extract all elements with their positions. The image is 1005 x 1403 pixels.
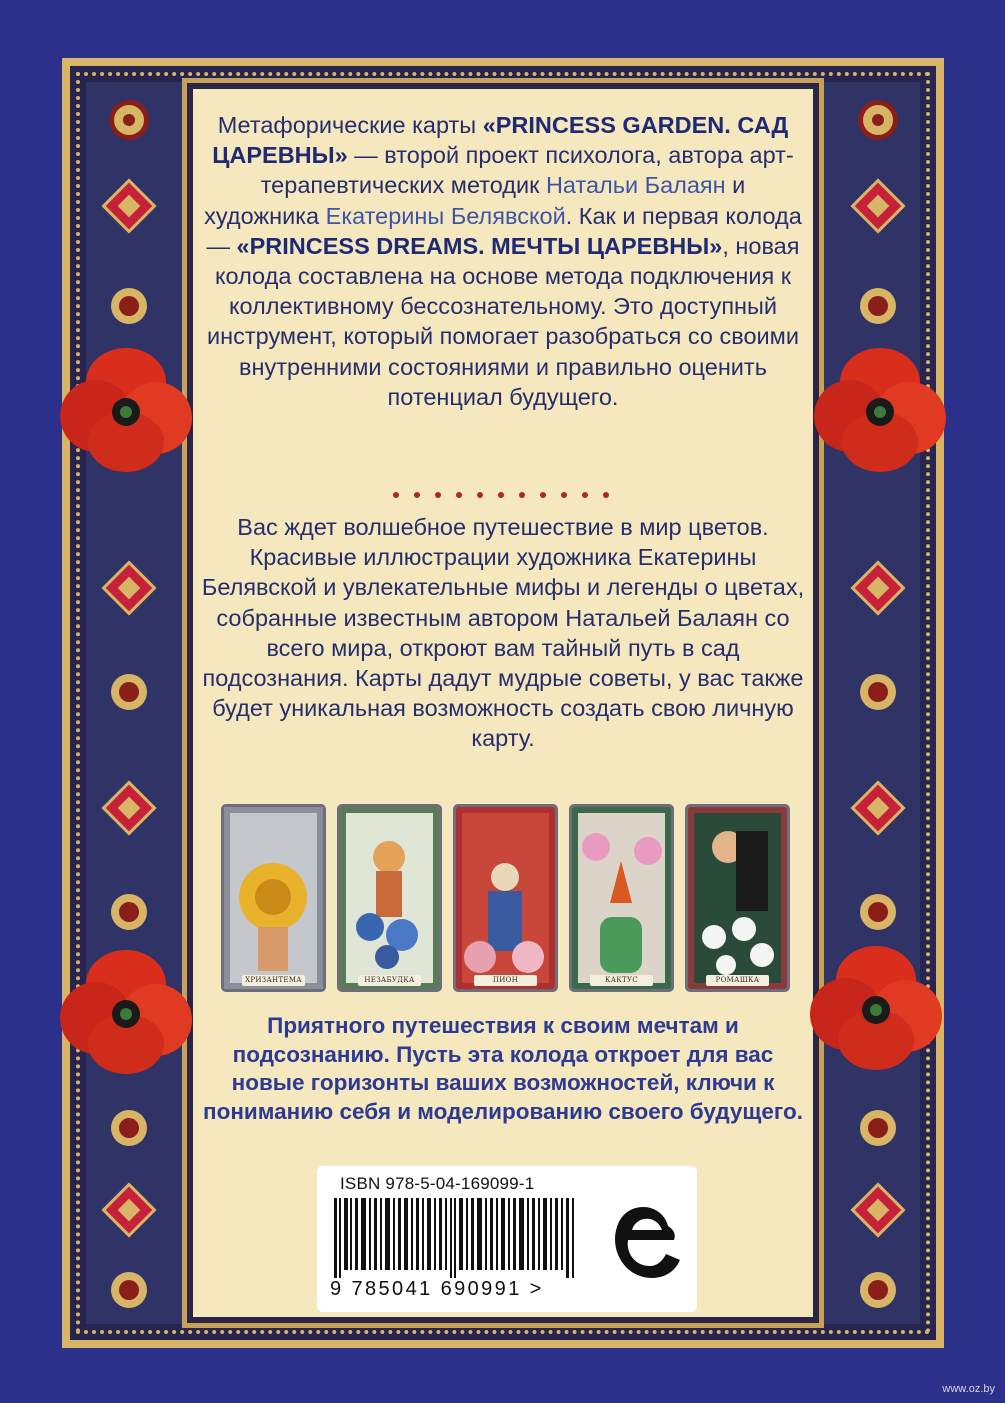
deck-title-garden: «PRINCESS GARDEN. САД ЦАРЕВНЫ» [212,112,789,169]
deck-title-dreams: «PRINCESS DREAMS. МЕЧТЫ ЦАРЕВНЫ» [236,232,723,259]
folk-ornament-icon [850,560,906,616]
folk-ornament-icon [850,92,906,148]
folk-ornament-icon [850,1262,906,1318]
card-cactus [569,804,674,992]
folk-ornament-icon [101,278,157,334]
intro-text-mid: — второй проект психолога, автора арт-терапевтических методик [260,142,794,199]
closing-paragraph: Приятного путешествия к своим мечтам и подсознанию. Пусть эта колода откроет для вас новые горизонты ваших возможностей, ключи к пониманию себя и моделированию своего будущего. [202,1013,803,1124]
folk-ornament-icon [101,560,157,616]
card-label: ПИОН [492,976,519,984]
card-label: РОМАШКА [715,976,760,984]
barcode [334,1198,579,1278]
poppy-flower-icon [56,944,196,1084]
folk-ornament-icon [850,1182,906,1238]
dotted-divider [390,489,620,501]
folk-ornament-icon [850,780,906,836]
card-label: НЕЗАБУДКА [364,976,415,984]
card-previews [221,804,791,994]
intro-text-mid2: . Как и первая колода — [206,202,802,259]
folk-ornament-icon [101,1100,157,1156]
folk-ornament-icon [101,92,157,148]
folk-ornament-icon [101,780,157,836]
intro-text-and: и художника [204,172,746,229]
card-label: ХРИЗАНТЕМА [245,976,302,984]
folk-ornament-icon [850,278,906,334]
card-peony [453,804,558,992]
poppy-flower-icon [810,342,950,482]
card-forget-me-not [337,804,442,992]
card-chamomile [685,804,790,992]
isbn-label: ISBN 978-5-04-169099-1 [340,1174,535,1193]
folk-ornament-icon [101,884,157,940]
watermark: www.oz.by [942,1383,995,1395]
author-name: Натальи Балаян [545,172,726,199]
folk-ornament-icon [101,1262,157,1318]
intro-paragraph [200,110,806,412]
poppy-flower-icon [56,342,196,482]
intro-text-start: Метафорические карты [217,112,483,138]
barcode-digits: 9 785041 690991 > [330,1278,544,1300]
intro-text-end: , новая колода составлена на основе метода подключения к коллективному бессознательному. Это доступный инструмент, который помогает разобраться со своими внутренними состояниями и правильно оценить потенциал будущего. [207,232,800,410]
folk-ornament-icon [850,884,906,940]
poppy-flower-icon [806,940,946,1080]
folk-ornament-icon [101,1182,157,1238]
folk-ornament-icon [101,178,157,234]
folk-ornament-icon [850,1100,906,1156]
eksmo-logo-icon [604,1188,686,1292]
folk-ornament-icon [850,664,906,720]
body-paragraph: Вас ждет волшебное путешествие в мир цветов. Красивые иллюстрации художника Екатерины Белявской и увлекательные мифы и легенды о цветах, собранные известным автором Натальей Балаян со всего мира, откроют вам тайный путь в сад подсознания. Карты дадут мудрые советы, у вас также будет уникальная возможность создать свою личную карту. [201,514,805,752]
card-label: КАКТУС [604,976,639,984]
artist-name: Екатерины Белявской [325,202,566,229]
folk-ornament-icon [101,664,157,720]
folk-ornament-icon [850,178,906,234]
card-chrysanthemum [221,804,326,992]
